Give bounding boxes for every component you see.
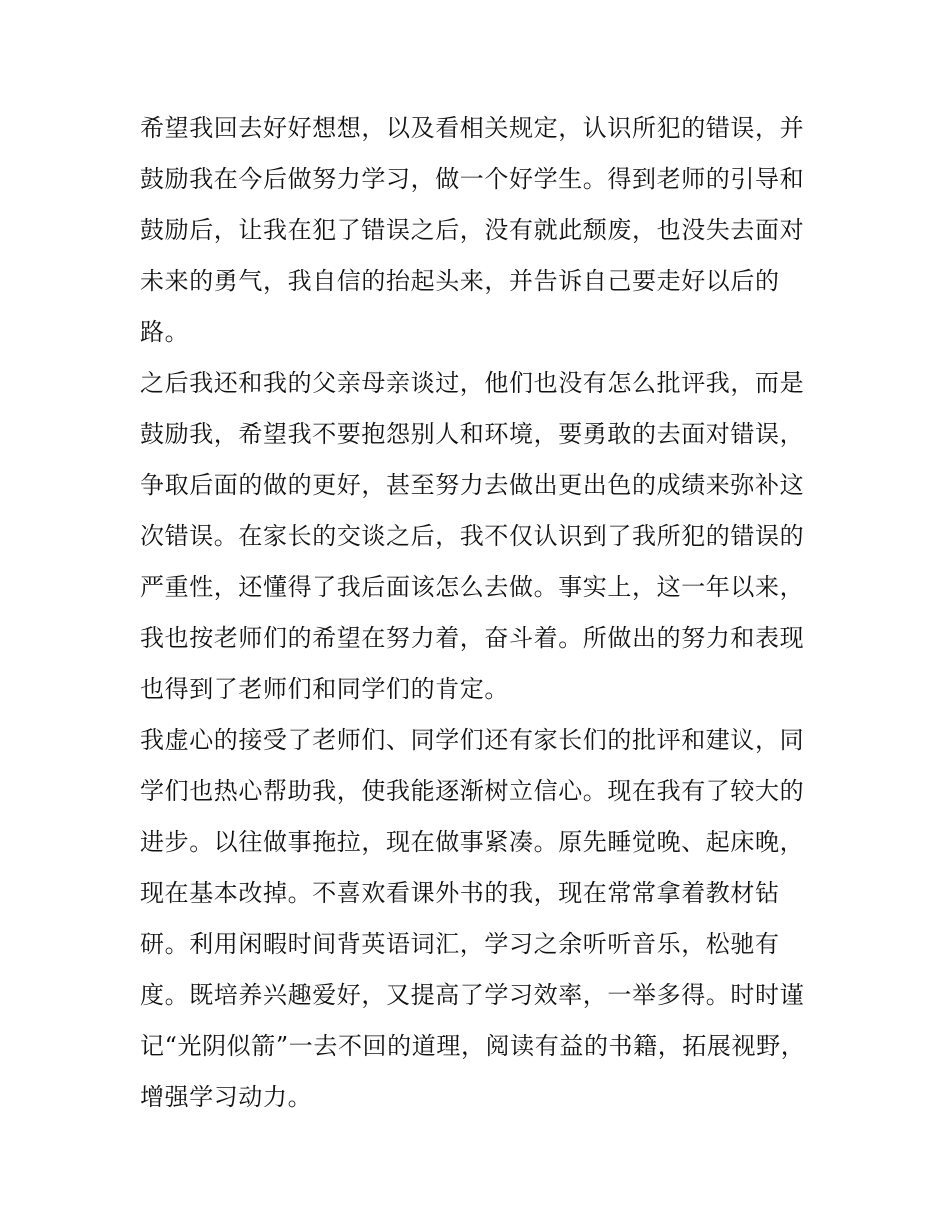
text-line: 度。既培养兴趣爱好，又提高了学习效率，一举多得。时时谨 [140,981,805,1009]
text-line: 严重性，还懂得了我后面该怎么去做。事实上，这一年以来， [140,573,805,601]
text-line: 记“光阴似箭”一去不回的道理，阅读有益的书籍，拓展视野， [140,1032,806,1060]
text-line: 鼓励我在今后做努力学习，做一个好学生。得到老师的引导和 [140,165,805,193]
text-line: 鼓励我，希望我不要抱怨别人和环境，要勇敢的去面对错误， [140,420,805,448]
text-line: 鼓励后，让我在犯了错误之后，没有就此颓废，也没失去面对 [140,216,805,244]
document-body [140,103,820,1123]
text-line: 次错误。在家长的交谈之后，我不仅认识到了我所犯的错误的 [140,522,805,550]
text-line: 现在基本改掉。不喜欢看课外书的我，现在常常拿着教材钻 [140,879,780,907]
text-line: 我也按老师们的希望在努力着，奋斗着。所做出的努力和表现 [140,624,805,652]
text-line: 研。利用闲暇时间背英语词汇，学习之余听听音乐，松驰有 [140,930,780,958]
text-line: 也得到了老师们和同学们的肯定。 [140,675,509,703]
text-line: 进步。以往做事拖拉，现在做事紧凑。原先睡觉晚、起床晚， [140,828,805,856]
text-line: 学们也热心帮助我，使我能逐渐树立信心。现在我有了较大的 [140,777,805,805]
text-line: 之后我还和我的父亲母亲谈过，他们也没有怎么批评我，而是 [140,369,805,397]
text-line: 未来的勇气，我自信的抬起头来，并告诉自己要走好以后的 [140,267,780,295]
text-line: 争取后面的做的更好，甚至努力去做出更出色的成绩来弥补这 [140,471,805,499]
paragraph-1 [140,103,820,358]
text-line: 增强学习动力。 [140,1083,313,1111]
text-line: 希望我回去好好想想，以及看相关规定，认识所犯的错误，并 [140,114,805,142]
paragraph-2 [140,358,820,715]
text-line: 路。 [140,318,190,346]
paragraph-3 [140,715,820,1123]
text-line: 我虚心的接受了老师们、同学们还有家长们的批评和建议，同 [140,726,805,754]
